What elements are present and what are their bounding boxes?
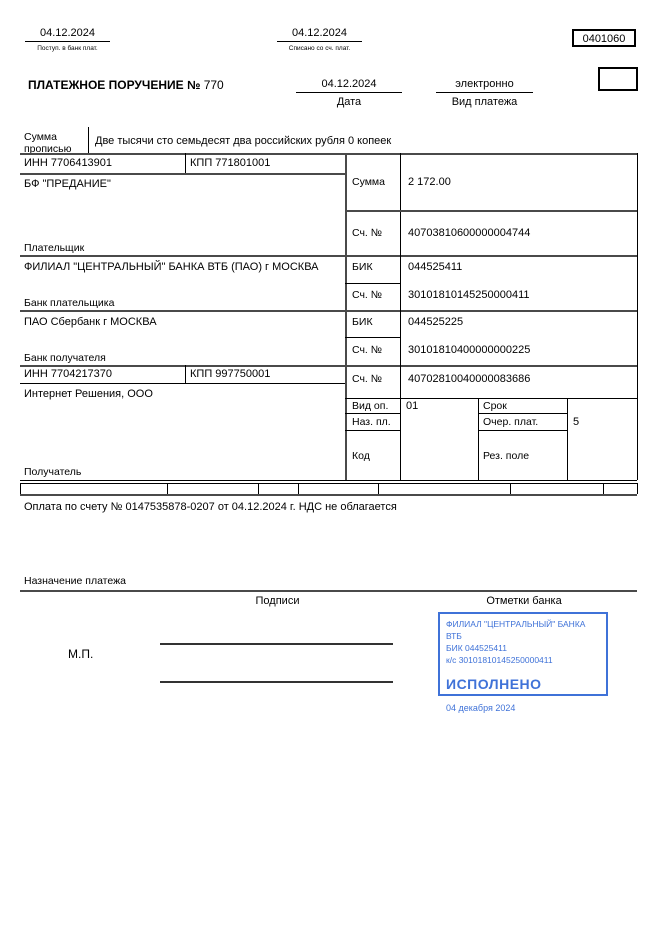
table-line	[20, 383, 345, 384]
receiver-kpp: КПП 997750001	[190, 368, 271, 380]
purpose-text: Оплата по счету № 0147535878-0207 от 04.12.2024 г. НДС не облагается	[24, 501, 397, 513]
document-title	[28, 79, 224, 93]
table-line	[345, 430, 400, 431]
payer-bank-account-label: Сч. №	[352, 289, 383, 301]
signatures-label: Подписи	[255, 595, 300, 607]
divider	[167, 483, 168, 494]
receiver-bank-label: Банк получателя	[24, 352, 106, 364]
naz-pl-label: Наз. пл.	[352, 416, 391, 428]
table-line	[20, 153, 637, 155]
debited-date-value: 04.12.2024	[277, 27, 362, 42]
payer-inn: ИНН 7706413901	[24, 157, 113, 169]
divider	[298, 483, 299, 494]
op-type-label: Вид оп.	[352, 400, 389, 412]
divider	[603, 483, 604, 494]
form-code-box	[572, 29, 636, 47]
amount-label: Сумма	[352, 176, 385, 188]
doc-date-value: 04.12.2024	[296, 78, 402, 93]
debited-date-label: Списано со сч. плат.	[288, 45, 351, 52]
receiver-account: 40702810040000083686	[408, 373, 531, 385]
divider	[185, 365, 186, 383]
purpose-label: Назначение платежа	[24, 575, 126, 587]
amount-words-label: Сумма прописью	[24, 131, 72, 156]
form-code: 0401060	[582, 33, 626, 45]
document-number: 770	[203, 78, 224, 92]
received-date-label: Поступ. в банк плат.	[37, 45, 98, 52]
receiver-bank-bik-label: БИК	[352, 316, 373, 328]
stamp-bik: БИК 044525411	[446, 642, 507, 653]
divider	[637, 483, 638, 494]
bank-stamp	[438, 612, 608, 714]
receiver-bank-account: 30101810400000000225	[408, 344, 531, 356]
divider	[185, 153, 186, 173]
table-line	[20, 255, 637, 257]
table-line	[20, 590, 637, 592]
table-line	[345, 283, 400, 284]
payer-bank-bik-label: БИК	[352, 261, 373, 273]
table-line	[20, 480, 637, 481]
table-line	[20, 483, 637, 484]
signature-line	[160, 681, 393, 683]
payer-kpp: КПП 771801001	[190, 157, 271, 169]
payment-kind-label: Вид платежа	[451, 96, 518, 108]
title-text: ПЛАТЕЖНОЕ ПОРУЧЕНИЕ №	[28, 78, 201, 92]
receiver-bank-account-label: Сч. №	[352, 344, 383, 356]
priority-label: Очер. плат.	[483, 416, 539, 428]
res-field-label: Рез. поле	[483, 450, 530, 462]
payer-bank-account: 30101810145250000411	[408, 289, 530, 301]
table-line	[345, 337, 400, 338]
payment-kind-value: электронно	[436, 78, 533, 93]
stamp-bank-name: ФИЛИАЛ "ЦЕНТРАЛЬНЫЙ" БАНКА ВТБ	[446, 619, 586, 641]
signature-line	[160, 643, 393, 645]
term-label: Срок	[483, 400, 507, 412]
payer-bank-bik: 044525411	[408, 261, 463, 273]
receiver-name: Интернет Решения, ООО	[24, 388, 153, 400]
code-label: Код	[352, 450, 370, 462]
table-line	[20, 173, 345, 175]
payer-account: 40703810600000004744	[408, 227, 531, 239]
payer-bank-label: Банк плательщика	[24, 297, 115, 309]
payer-name: БФ "ПРЕДАНИЕ"	[24, 178, 111, 190]
table-line	[345, 398, 637, 399]
payer-label: Плательщик	[24, 242, 85, 254]
table-line	[20, 494, 637, 496]
doc-date-label: Дата	[336, 96, 362, 108]
divider	[20, 483, 21, 494]
divider	[400, 153, 401, 480]
divider	[258, 483, 259, 494]
table-line	[478, 413, 567, 414]
receiver-bank-bik: 044525225	[408, 316, 464, 328]
op-type-value: 01	[406, 400, 419, 412]
receiver-bank-name: ПАО Сбербанк г МОСКВА	[24, 316, 157, 328]
divider	[378, 483, 379, 494]
stamp-date: 04 декабря 2024	[446, 703, 516, 714]
stamp-corr-account: к/с 30101810145250000411	[446, 654, 553, 665]
table-line	[20, 310, 637, 312]
table-line	[20, 365, 637, 367]
table-line	[345, 210, 637, 212]
stamp-place-label: М.П.	[68, 647, 94, 661]
receiver-label: Получатель	[24, 466, 82, 478]
amount-words-value: Две тысячи сто семьдесят два российских рубля 0 копеек	[95, 135, 392, 147]
divider	[478, 398, 479, 480]
divider	[510, 483, 511, 494]
kind-code-box	[598, 67, 638, 91]
divider	[637, 153, 638, 480]
payer-account-label: Сч. №	[352, 227, 383, 239]
stamp-status: ИСПОЛНЕНО	[446, 675, 542, 692]
payer-bank-name: ФИЛИАЛ "ЦЕНТРАЛЬНЫЙ" БАНКА ВТБ (ПАО) г МОСКВА	[24, 261, 319, 273]
receiver-inn: ИНН 7704217370	[24, 368, 113, 380]
amount-value: 2 172.00	[408, 176, 451, 188]
priority-value: 5	[573, 416, 580, 428]
divider	[88, 127, 89, 153]
receiver-account-label: Сч. №	[352, 373, 383, 385]
table-line	[478, 430, 567, 431]
received-date-value: 04.12.2024	[25, 27, 110, 42]
divider	[567, 398, 568, 480]
table-line	[345, 413, 400, 414]
bank-marks-label: Отметки банка	[486, 595, 562, 607]
